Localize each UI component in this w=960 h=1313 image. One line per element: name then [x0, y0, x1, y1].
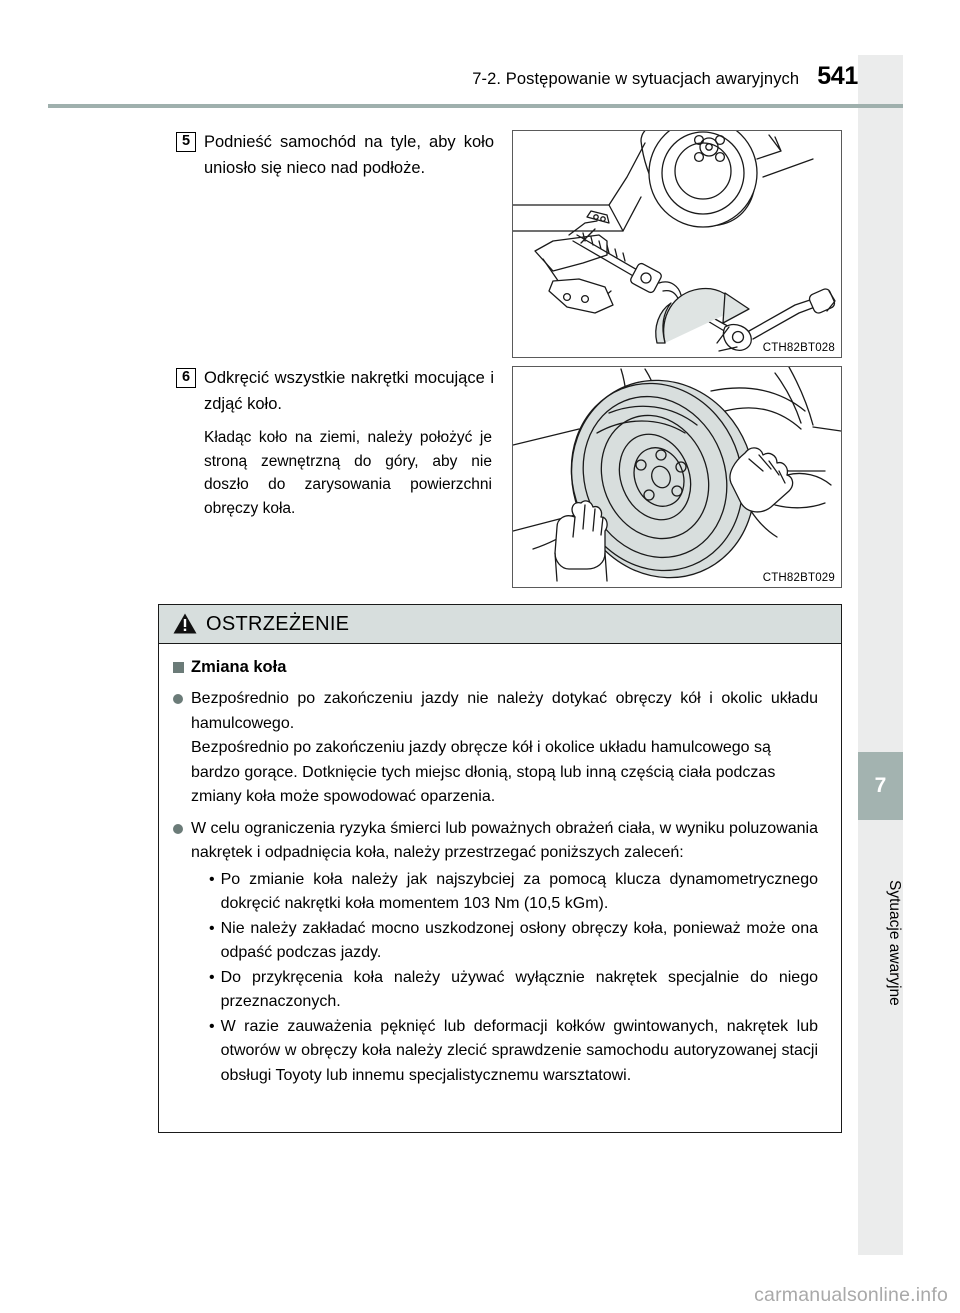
- step-note-6: Kładąc koło na ziemi, należy położyć je stroną zewnętrzną do góry, aby nie doszło do zarysowania powierzchni obręczy koła.: [204, 429, 492, 517]
- page-number: 541: [817, 62, 858, 90]
- warning-sub-item-3-text: Do przykręcenia koła należy używać wyłącznie nakrętek specjalnie do niego przeznaczonych.: [220, 968, 818, 1010]
- warning-bullet-1-paragraph-1: Bezpośrednio po zakończeniu jazdy nie należy dotykać obręczy kół i okolic układu hamulcowego.: [191, 690, 818, 732]
- warning-sub-item-2-text: Nie należy zakładać mocno uszkodzonej osłony obręczy koła, ponieważ może ona odpaść podczas jazdy.: [220, 919, 818, 961]
- section-title: 7-2. Postępowanie w sytuacjach awaryjnych: [472, 70, 800, 88]
- warning-bullet-2-text: [191, 817, 818, 1089]
- watermark: carmanualsonline.info: [754, 1284, 948, 1306]
- step-row-6: [176, 366, 494, 417]
- step-block-5: [176, 130, 494, 181]
- warning-bullet-2: [173, 817, 826, 1089]
- page-header: [0, 62, 903, 98]
- step-row-5: [176, 130, 494, 181]
- warning-title: OSTRZEŻENIE: [206, 612, 350, 635]
- warning-sub-item-2: [209, 917, 818, 966]
- step-text-6: Odkręcić wszystkie nakrętki mocujące i zdjąć koło.: [204, 369, 494, 413]
- small-bullet-icon: •: [209, 1017, 215, 1035]
- warning-sub-list: [209, 868, 818, 1089]
- small-bullet-icon: •: [209, 870, 215, 888]
- warning-bullet-1-text: [191, 687, 818, 810]
- warning-bullet-2-paragraph-1: W celu ograniczenia ryzyka śmierci lub poważnych obrażeń ciała, w wyniku poluzowania nakrętek i odpadnięcia koła, należy przestrzegać poniższych zaleceń:: [191, 819, 818, 861]
- step-number-badge-6: 6: [176, 368, 196, 388]
- jack-lifting-vehicle-illustration: [513, 131, 841, 357]
- removing-wheel-by-hand-illustration: [513, 367, 841, 587]
- small-bullet-icon: •: [209, 968, 215, 986]
- warning-bullet-1: [173, 687, 826, 810]
- step-block-6: [176, 366, 494, 520]
- warning-bullet-1-paragraph-2: Bezpośrednio po zakończeniu jazdy obręcze kół i okolice układu hamulcowego są bardzo gorące. Dotknięcie tych miejsc dłonią, stopą lub inną częścią ciała podczas zmiany koła może spowodować oparzenia.: [191, 739, 776, 805]
- chapter-tab-title: Sytuacje awaryjne: [886, 880, 903, 1006]
- figure-caption-2: CTH82BT029: [762, 572, 835, 584]
- step-text-5: Podnieść samochód na tyle, aby koło uniosło się nieco nad podłoże.: [204, 133, 494, 177]
- chapter-tab-number: 7: [858, 752, 903, 820]
- warning-sub-item-3: [209, 966, 818, 1015]
- small-bullet-icon: •: [209, 919, 215, 937]
- figure-removing-wheel: [512, 366, 842, 588]
- warning-body: [159, 644, 841, 1088]
- step-number-badge-5: 5: [176, 132, 196, 152]
- warning-sub-item-4: [209, 1015, 818, 1089]
- warning-sub-item-1-text: Po zmianie koła należy jak najszybciej za pomocą klucza dynamometrycznego dokręcić nakrętki koła momentem 103 Nm (10,5 kGm).: [220, 870, 818, 912]
- square-bullet-icon: [173, 662, 184, 673]
- figure-jack-lifting-vehicle: [512, 130, 842, 358]
- warning-sub-item-4-text: W razie zauważenia pęknięć lub deformacji kołków gwintowanych, nakrętek lub otworów w obręczy koła należy zlecić sprawdzenie samochodu autoryzowanej stacji obsługi Toyoty lub innemu specjalistycznemu warsztatowi.: [220, 1017, 818, 1084]
- warning-sub-item-1: [209, 868, 818, 917]
- figure-caption-1: CTH82BT028: [762, 342, 835, 354]
- round-bullet-icon: [173, 824, 183, 834]
- warning-triangle-icon: [173, 613, 197, 634]
- header-inner: [472, 62, 858, 91]
- warning-section-title: Zmiana koła: [191, 658, 287, 676]
- warning-header: [159, 605, 841, 644]
- round-bullet-icon: [173, 694, 183, 704]
- warning-section-title-row: [173, 658, 826, 677]
- header-divider-rule: [48, 104, 903, 108]
- right-edge-strip: [858, 55, 903, 1255]
- warning-box: [158, 604, 842, 1133]
